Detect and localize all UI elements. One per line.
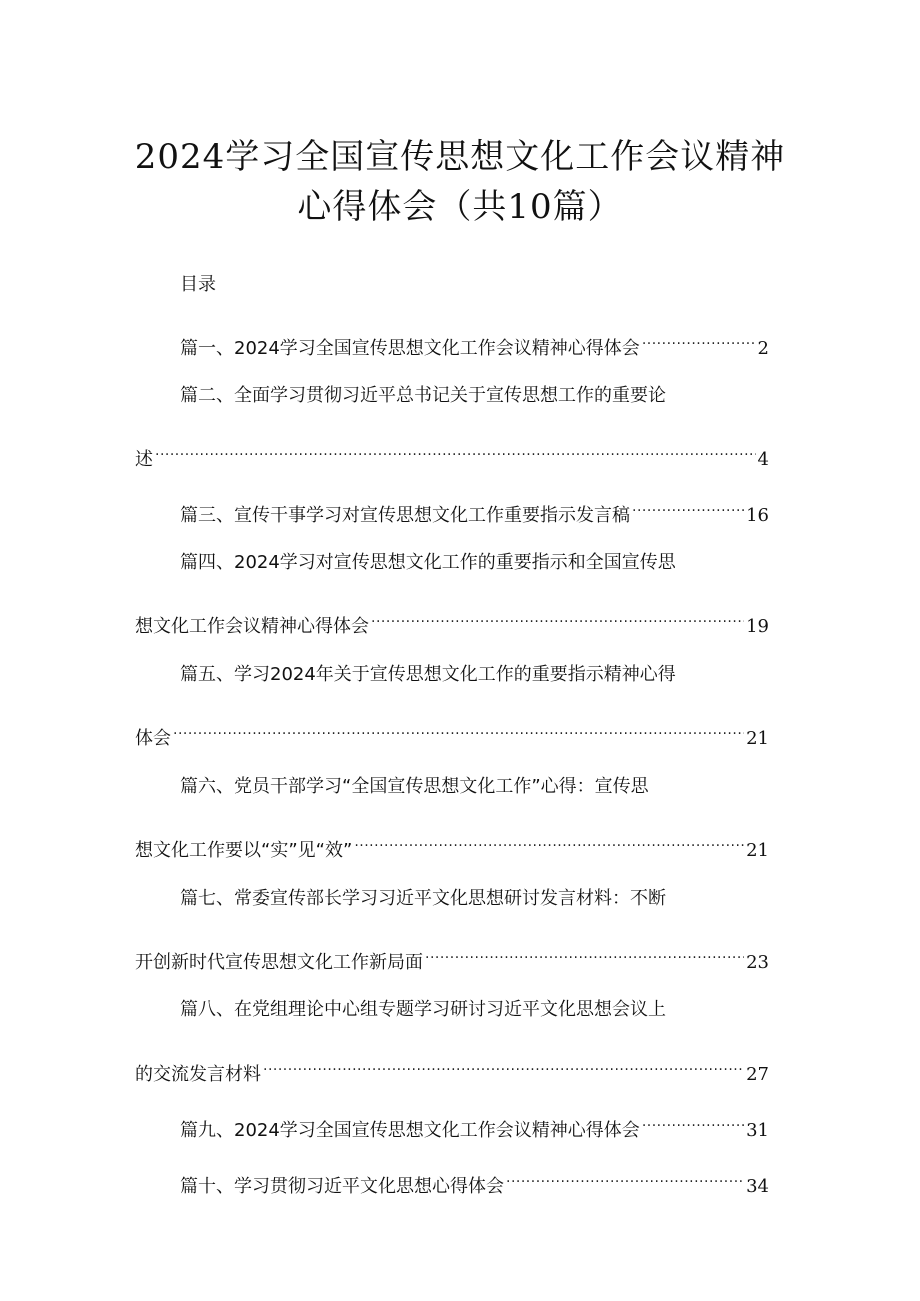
toc-leader-dots: [425, 940, 744, 968]
toc-page-number: 21: [746, 840, 769, 861]
toc-entry-4[interactable]: [135, 604, 769, 641]
toc-entry-6-line-1[interactable]: 篇六、党员干部学习“全国宣传思想文化工作”心得：宣传思: [180, 776, 649, 797]
toc-leader-dots: [371, 604, 744, 632]
toc-heading: 目录: [180, 274, 216, 295]
toc-page-number: 31: [746, 1120, 769, 1141]
toc-leader-dots: [642, 1108, 744, 1136]
toc-entry-title: 想文化工作会议精神心得体会: [135, 616, 369, 637]
toc-entry-9[interactable]: [180, 1108, 769, 1145]
toc-leader-dots: [632, 493, 744, 521]
document-title-line-2: 心得体会（共10篇）: [297, 187, 623, 227]
toc-page-number: 27: [746, 1064, 769, 1085]
toc-page-number: 4: [757, 449, 769, 470]
toc-entry-title: 篇十、学习贯彻习近平文化思想心得体会: [180, 1176, 504, 1197]
toc-page-number: 16: [746, 505, 769, 526]
toc-entry-1[interactable]: [180, 326, 769, 363]
toc-entry-8-line-1[interactable]: 篇八、在党组理论中心组专题学习研讨习近平文化思想会议上: [180, 999, 666, 1020]
toc-page-number: 23: [746, 952, 769, 973]
toc-leader-dots: [642, 326, 756, 354]
toc-entry-title: 开创新时代宣传思想文化工作新局面: [135, 952, 423, 973]
toc-entry-title: 篇九、2024学习全国宣传思想文化工作会议精神心得体会: [180, 1120, 640, 1141]
toc-entry-7[interactable]: [135, 940, 769, 977]
toc-entry-title: 体会: [135, 728, 171, 749]
toc-entry-5-line-1[interactable]: 篇五、学习2024年关于宣传思想文化工作的重要指示精神心得: [180, 664, 676, 685]
toc-entry-title: 的交流发言材料: [135, 1064, 261, 1085]
toc-leader-dots: [506, 1164, 744, 1192]
toc-leader-dots: [155, 437, 756, 465]
toc-entry-8[interactable]: [135, 1052, 769, 1089]
toc-page-number: 2: [757, 338, 769, 359]
toc-leader-dots: [263, 1052, 744, 1080]
toc-entry-4-line-1[interactable]: 篇四、2024学习对宣传思想文化工作的重要指示和全国宣传思: [180, 552, 676, 573]
toc-leader-dots: [173, 716, 744, 744]
toc-entry-5[interactable]: [135, 716, 769, 753]
toc-entry-2-line-1[interactable]: 篇二、全面学习贯彻习近平总书记关于宣传思想工作的重要论: [180, 385, 666, 406]
toc-page-number: 19: [746, 616, 769, 637]
toc-entry-7-line-1[interactable]: 篇七、常委宣传部长学习习近平文化思想研讨发言材料：不断: [180, 888, 666, 909]
toc-entry-6[interactable]: [135, 828, 769, 865]
toc-entry-10[interactable]: [180, 1164, 769, 1201]
toc-entry-2[interactable]: [135, 437, 769, 474]
toc-entry-title: 述: [135, 449, 153, 470]
toc-entry-title: 想文化工作要以“实”见“效”: [135, 840, 353, 861]
toc-entry-title: 篇一、2024学习全国宣传思想文化工作会议精神心得体会: [180, 338, 640, 359]
toc-leader-dots: [354, 828, 744, 856]
toc-page-number: 21: [746, 728, 769, 749]
toc-entry-title: 篇三、宣传干事学习对宣传思想文化工作重要指示发言稿: [180, 505, 630, 526]
toc-page-number: 34: [746, 1176, 769, 1197]
document-title-line-1: 2024学习全国宣传思想文化工作会议精神: [134, 137, 786, 177]
toc-entry-3[interactable]: [180, 493, 769, 530]
